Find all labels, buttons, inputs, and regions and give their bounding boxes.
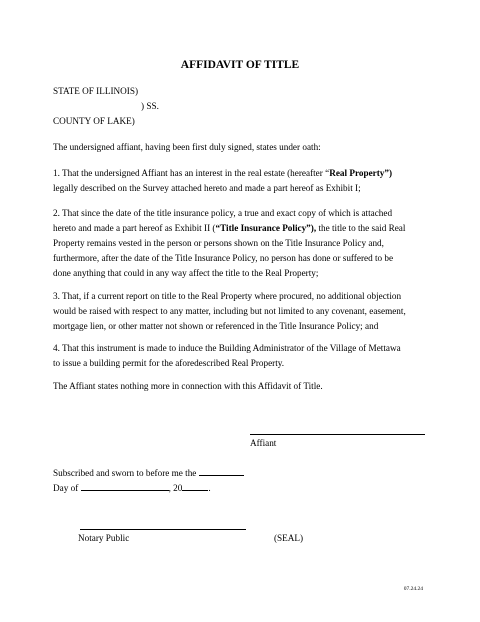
p3-text-b: would be raised with respect to any matter, including but not limited to any covenant, easement, [53, 306, 406, 316]
p2-text-b: hereto and made a part hereof as Exhibit II ( [53, 223, 216, 233]
p2-text-f: furthermore, after the date of the Title Insurance Policy, no person has done or suffered to be [53, 253, 394, 263]
p2-text-g: done anything that could in any way affect the title to the Real Property; [53, 268, 319, 278]
p4-text-b: to issue a building permit for the aforedescribed Real Property. [53, 358, 285, 368]
subscribed-line [53, 466, 244, 478]
paragraph-1 [53, 166, 428, 196]
page-title: AFFIDAVIT OF TITLE [180, 59, 300, 71]
notary-signature-line[interactable] [80, 529, 246, 530]
seal-label: (SEAL) [274, 533, 304, 543]
p2-text-c: “Title Insurance Policy”), [215, 223, 317, 233]
month-blank[interactable] [81, 481, 169, 491]
venue-county: COUNTY OF LAKE) [53, 116, 135, 126]
day-of-line [53, 481, 211, 493]
paragraph-4 [53, 341, 428, 371]
closing-text: The Affiant states nothing more in connection with this Affidavit of Title. [53, 381, 323, 391]
p1-text-c: legally described on the Survey attached hereto and made a part hereof as Exhibit I; [53, 183, 361, 193]
p2-text-e: Property remains vested in the person or persons shown on the Title Insurance Policy and, [53, 238, 384, 248]
p2-text-d: the title to the said Real [316, 223, 406, 233]
p1-text-b: Real Property”) [329, 168, 393, 178]
year-blank[interactable] [182, 481, 211, 493]
p3-text-c: mortgage lien, or other matter not shown or referenced in the Title Insurance Policy; and [53, 321, 379, 331]
affiant-signature-line[interactable] [250, 434, 425, 435]
date-blank[interactable] [199, 466, 244, 476]
paragraph-2 [53, 206, 428, 281]
notary-label: Notary Public [78, 533, 130, 543]
venue-ss: ) SS. [141, 101, 159, 111]
paragraph-3 [53, 289, 428, 334]
p3-text-a: 3. That, if a current report on title to the Real Property where procured, no additional objection [53, 291, 402, 301]
year-suffix: . [208, 483, 211, 493]
footer-code: 07.24.24 [403, 586, 423, 592]
venue-state: STATE OF ILLINOIS) [53, 86, 139, 96]
affiant-label: Affiant [250, 438, 277, 448]
p2-text-a: 2. That since the date of the title insurance policy, a true and exact copy of which is attached [53, 208, 393, 218]
p4-text-a: 4. That this instrument is made to induce the Building Administrator of the Village of Mettawa [53, 343, 401, 353]
year-prefix: , 20 [168, 483, 183, 493]
subscribed-text: Subscribed and sworn to before me the [53, 468, 197, 478]
p1-text-a: 1. That the undersigned Affiant has an interest in the real estate (hereafter “ [53, 168, 330, 178]
intro-text: The undersigned affiant, having been first duly signed, states under oath: [53, 142, 321, 152]
day-of-text: Day of [53, 483, 79, 493]
